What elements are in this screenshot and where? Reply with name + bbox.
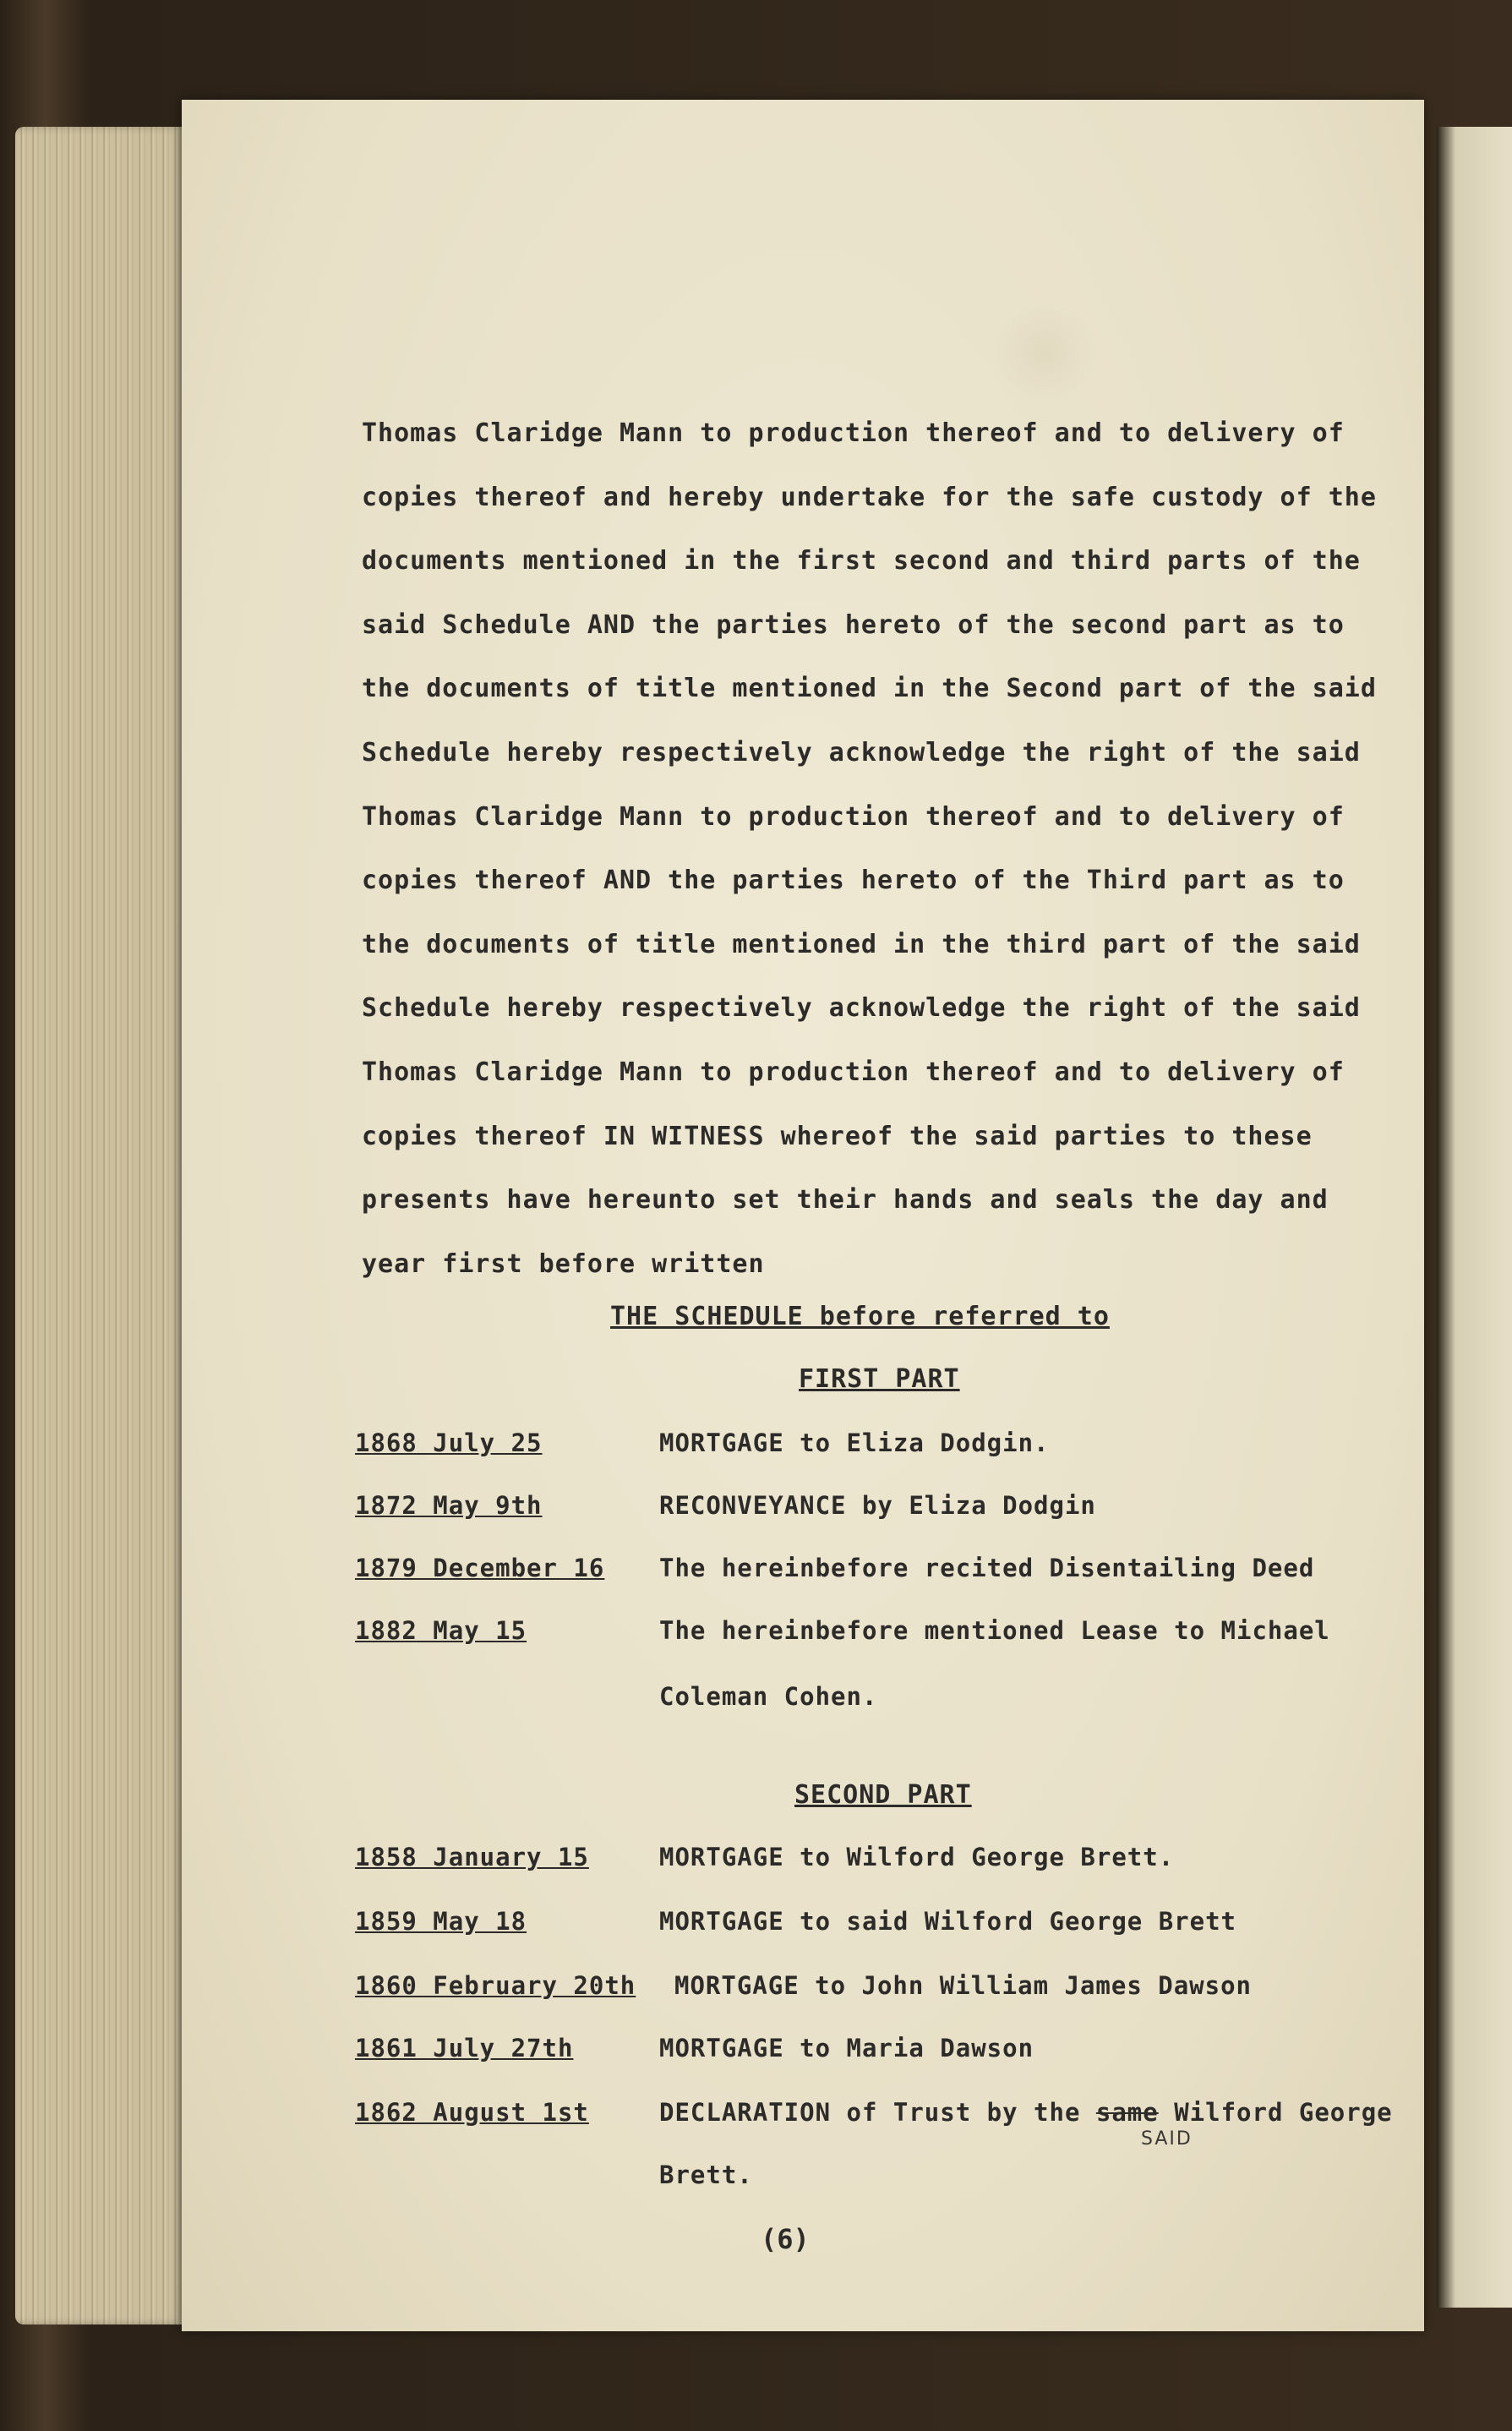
body-line: copies thereof IN WITNESS whereof the said parties to these	[362, 1121, 1313, 1151]
entry-description: The hereinbefore recited Disentailing Deed	[659, 1554, 1315, 1582]
body-line: Schedule hereby respectively acknowledge the right of the said	[362, 737, 1361, 768]
second-part-heading: SECOND PART	[794, 1780, 972, 1810]
entry-description: MORTGAGE to Maria Dawson	[659, 2034, 1034, 2062]
handwritten-correction: SAID	[1141, 2128, 1193, 2150]
entry-continuation: Coleman Cohen.	[659, 1682, 878, 1711]
entry-description: MORTGAGE to Wilford George Brett.	[659, 1843, 1175, 1871]
entry-description: MORTGAGE to said Wilford George Brett	[659, 1907, 1237, 1936]
entry-date: 1882 May 15	[355, 1616, 527, 1645]
next-page-edge	[1437, 127, 1512, 2308]
body-line: Thomas Claridge Mann to production thereof and to delivery of	[362, 1057, 1345, 1087]
schedule-entry	[355, 1491, 1420, 1550]
entry-description: MORTGAGE to John William James Dawson	[674, 1971, 1253, 2000]
body-line: the documents of title mentioned in the Second part of the said	[362, 674, 1377, 704]
body-line: copies thereof and hereby undertake for the safe custody of the	[362, 482, 1377, 512]
entry-date: 1858 January 15	[355, 1843, 589, 1871]
schedule-entry	[355, 1907, 1420, 1966]
body-line: the documents of title mentioned in the third part of the said	[362, 929, 1361, 959]
entry-date: 1879 December 16	[355, 1554, 605, 1582]
schedule-entry	[355, 2034, 1420, 2093]
body-paragraph	[362, 402, 1410, 1296]
page-edges	[15, 127, 184, 2324]
entry-description: RECONVEYANCE by Eliza Dodgin	[659, 1491, 1096, 1520]
body-line: presents have hereunto set their hands and seals the day and	[362, 1185, 1329, 1216]
struck-word: same	[1095, 2098, 1159, 2127]
body-line: Thomas Claridge Mann to production thereof and to delivery of	[362, 418, 1345, 448]
schedule-entry	[355, 2098, 1420, 2157]
entry-date: 1861 July 27th	[355, 2034, 574, 2062]
schedule-entry	[355, 1971, 1420, 2030]
entry-description: MORTGAGE to Eliza Dodgin.	[659, 1429, 1050, 1457]
desc-before: DECLARATION of Trust by the	[659, 2098, 1081, 2127]
body-line: Schedule hereby respectively acknowledge the right of the said	[362, 993, 1361, 1024]
entry-date: 1872 May 9th	[355, 1491, 543, 1520]
schedule-entry	[355, 1616, 1420, 1675]
entry-continuation: Brett.	[659, 2161, 753, 2189]
entry-description: The hereinbefore mentioned Lease to Michael	[659, 1616, 1330, 1645]
body-line: year first before written	[362, 1248, 765, 1279]
schedule-title: THE SCHEDULE before referred to	[610, 1302, 1110, 1331]
desc-after: Wilford George	[1174, 2098, 1393, 2127]
schedule-entry	[355, 1843, 1420, 1902]
entry-description	[659, 2098, 1393, 2127]
body-line: copies thereof AND the parties hereto of the Third part as to	[362, 866, 1345, 896]
embossed-crest-icon	[989, 303, 1099, 404]
entry-date: 1859 May 18	[355, 1907, 527, 1936]
body-line: Thomas Claridge Mann to production thereof and to delivery of	[362, 801, 1345, 832]
body-line: said Schedule AND the parties hereto of the second part as to	[362, 609, 1345, 640]
first-part-heading: FIRST PART	[799, 1364, 960, 1394]
schedule-entry	[355, 1429, 1420, 1488]
page-number: (6)	[761, 2223, 810, 2255]
body-line: documents mentioned in the first second and third parts of the	[362, 546, 1361, 576]
schedule-entry	[355, 1554, 1420, 1613]
entry-date: 1868 July 25	[355, 1429, 543, 1457]
entry-date: 1862 August 1st	[355, 2098, 589, 2127]
entry-date: 1860 February 20th	[355, 1971, 636, 2000]
